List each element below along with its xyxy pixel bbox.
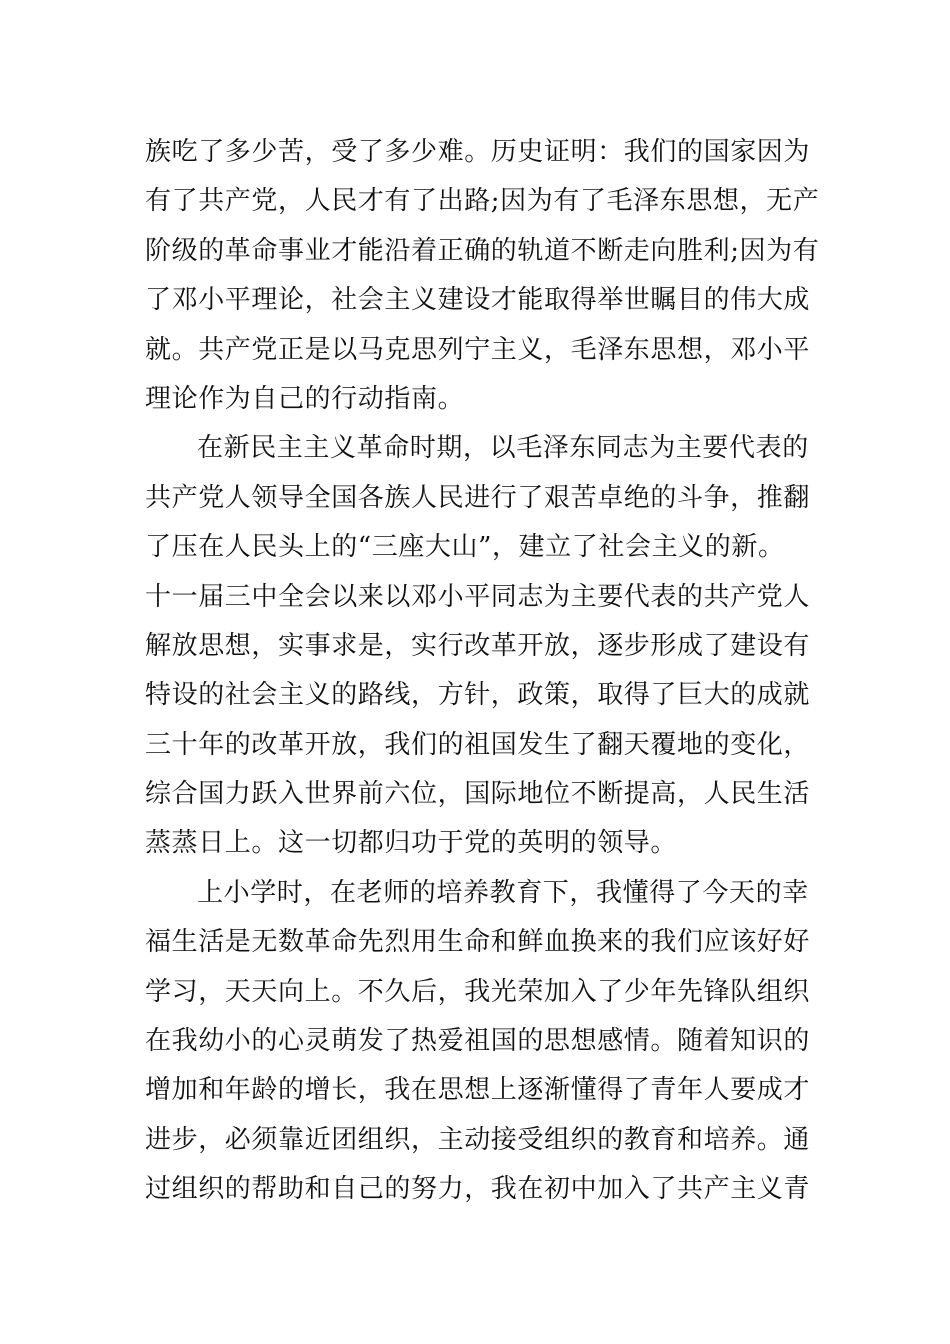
text-line: 学习，天天向上。不久后，我光荣加入了少年先锋队组织 [145,976,811,1007]
text-line: 共产党人领导全国各族人民进行了艰苦卓绝的斗争，推翻 [145,482,811,513]
text-line: 了邓小平理论，社会主义建设才能取得举世瞩目的伟大成 [145,285,811,316]
text-line: 过组织的帮助和自己的努力，我在初中加入了共产主义青 [145,1174,811,1205]
text-line: 阶级的革命事业才能沿着正确的轨道不断走向胜利;因为有 [145,235,820,266]
text-line: 理论作为自己的行动指南。 [145,383,465,414]
text-line: 就。共产党正是以马克思列宁主义，毛泽东思想，邓小平 [145,334,811,365]
text-line: 三十年的改革开放，我们的祖国发生了翻天覆地的变化， [145,729,811,760]
text-line: 在我幼小的心灵萌发了热爱祖国的思想感情。随着知识的 [145,1026,811,1057]
text-line: 增加和年龄的增长，我在思想上逐渐懂得了青年人要成才 [145,1075,811,1106]
text-line: 综合国力跃入世界前六位，国际地位不断提高，人民生活 [145,779,811,810]
text-line: 蒸蒸日上。这一切都归功于党的英明的领导。 [145,828,678,859]
text-line: 进步，必须靠近团组织，主动接受组织的教育和培养。通 [145,1124,811,1155]
text-line: 福生活是无数革命先烈用生命和鲜血换来的我们应该好好 [145,927,811,958]
paragraph-first-line: 上小学时，在老师的培养教育下，我懂得了今天的幸 [197,877,809,908]
text-line: 十一届三中全会以来以邓小平同志为主要代表的共产党人 [145,581,811,612]
text-line: 解放思想，实事求是，实行改革开放，逐步形成了建设有 [145,630,811,661]
text-line: 有了共产党，人民才有了出路;因为有了毛泽东思想，无产 [145,186,820,217]
text-line: 族吃了多少苦，受了多少难。历史证明：我们的国家因为 [145,137,811,167]
text-line: 了压在人民头上的“三座大山”，建立了社会主义的新。 [145,532,785,563]
document-body [145,128,820,1215]
text-line: 特设的社会主义的路线，方针，政策，取得了巨大的成就 [145,680,811,711]
paragraph-first-line: 在新民主主义革命时期，以毛泽东同志为主要代表的 [197,433,809,464]
